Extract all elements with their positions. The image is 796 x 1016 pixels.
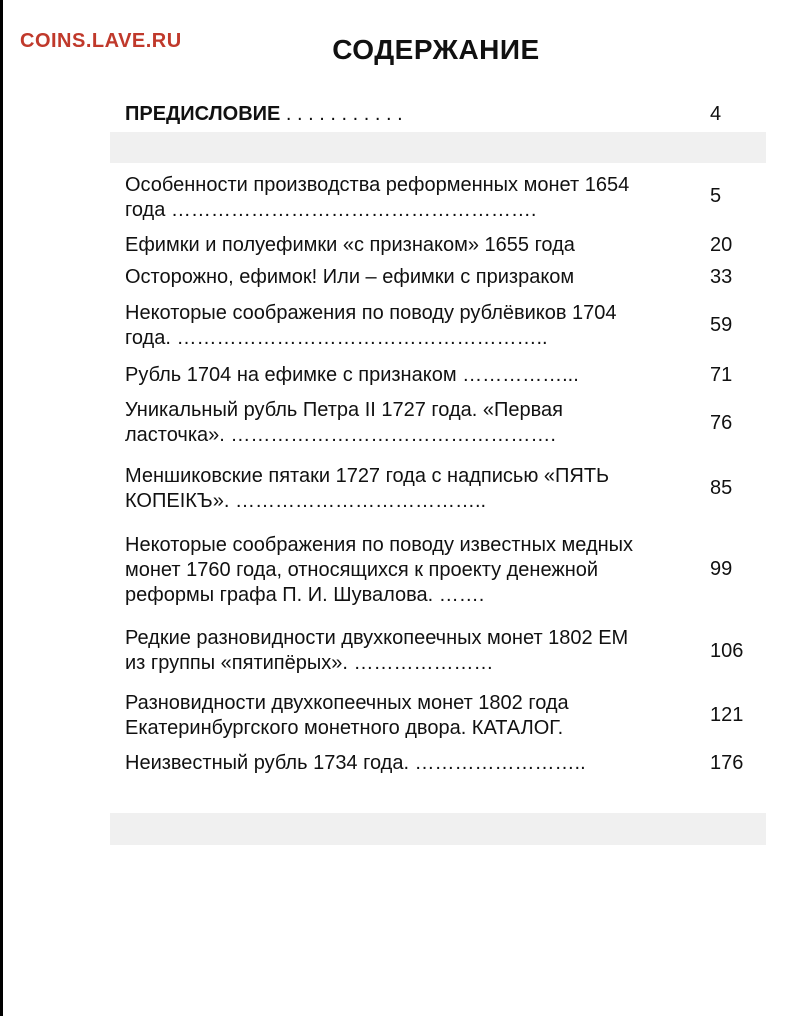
toc-page-number: 106 — [710, 640, 744, 662]
toc-entry-line: Особенности производства реформенных монет 1654 — [125, 174, 630, 196]
shaded-band-top — [110, 132, 766, 163]
toc-entry-line: реформы графа П. И. Шувалова. ……. — [125, 584, 485, 606]
toc-entry-line: Екатеринбургского монетного двора. КАТАЛОГ. — [125, 717, 564, 739]
toc-entry-line: Ефимки и полуефимки «с признаком» 1655 года — [125, 234, 575, 256]
toc-entry-title: ПРЕДИСЛОВИЕ — [125, 103, 281, 125]
toc-entry-line: Уникальный рубль Петра II 1727 года. «Первая — [125, 399, 563, 421]
toc-page-number: 5 — [710, 185, 722, 207]
toc-entry-line: года. ……………………………………………….. — [125, 327, 548, 349]
toc-entry-text — [125, 363, 685, 388]
toc-page-number: 99 — [710, 558, 733, 580]
toc-entry-line: Рубль 1704 на ефимке с признаком ……………... — [125, 364, 579, 386]
toc-entry-line: КОПЕIКЪ». ……………………………….. — [125, 490, 487, 512]
toc-page-number: 33 — [710, 266, 733, 288]
toc-entry-text — [125, 691, 685, 741]
toc-entry-line: Некоторые соображения по поводу известных медных — [125, 534, 634, 556]
page-left-border — [0, 0, 3, 1016]
toc-page-number: 4 — [710, 103, 722, 125]
watermark: COINS.LAVE.RU — [20, 30, 182, 52]
toc-page-number: 121 — [710, 704, 744, 726]
toc-page-number: 20 — [710, 234, 733, 256]
toc-entry-text — [125, 173, 685, 223]
toc-entry-text — [125, 464, 685, 514]
toc-entry-line: Редкие разновидности двухкопеечных монет 1802 ЕМ — [125, 627, 629, 649]
toc-entry-line: Неизвестный рубль 1734 года. …………………….. — [125, 752, 586, 774]
toc-page-number: 76 — [710, 412, 733, 434]
toc-page-number: 59 — [710, 314, 733, 336]
toc-entry-line: ласточка». …………………………………………. — [125, 424, 556, 446]
toc-dot-leader: . . . . . . . . . . . — [280, 103, 403, 125]
toc-entry-text — [125, 398, 685, 448]
toc-entry-text — [125, 102, 685, 127]
toc-page-number: 71 — [710, 364, 733, 386]
toc-entry-line: из группы «пятипёрых». ………………… — [125, 652, 494, 674]
toc-entry-text — [125, 533, 685, 608]
toc-page-number: 85 — [710, 477, 733, 499]
toc-entry-text — [125, 626, 685, 676]
page-title: СОДЕРЖАНИЕ — [332, 34, 540, 65]
toc-entry-line: Осторожно, ефимок! Или – ефимки с призраком — [125, 266, 575, 288]
toc-entry-text — [125, 301, 685, 351]
toc-entry-text — [125, 265, 685, 290]
toc-entry-line: Меншиковские пятаки 1727 года с надписью «ПЯТЬ — [125, 465, 610, 487]
toc-entry-line: Некоторые соображения по поводу рублёвиков 1704 — [125, 302, 617, 324]
toc-entry-text — [125, 233, 685, 258]
shaded-band-bottom — [110, 813, 766, 845]
toc-entry-line: монет 1760 года, относящихся к проекту денежной — [125, 559, 599, 581]
toc-page-number: 176 — [710, 752, 744, 774]
toc-entry-line: Разновидности двухкопеечных монет 1802 года — [125, 692, 569, 714]
toc-entry-line: года ………………………………………………. — [125, 199, 537, 221]
toc-entry-text — [125, 751, 685, 776]
